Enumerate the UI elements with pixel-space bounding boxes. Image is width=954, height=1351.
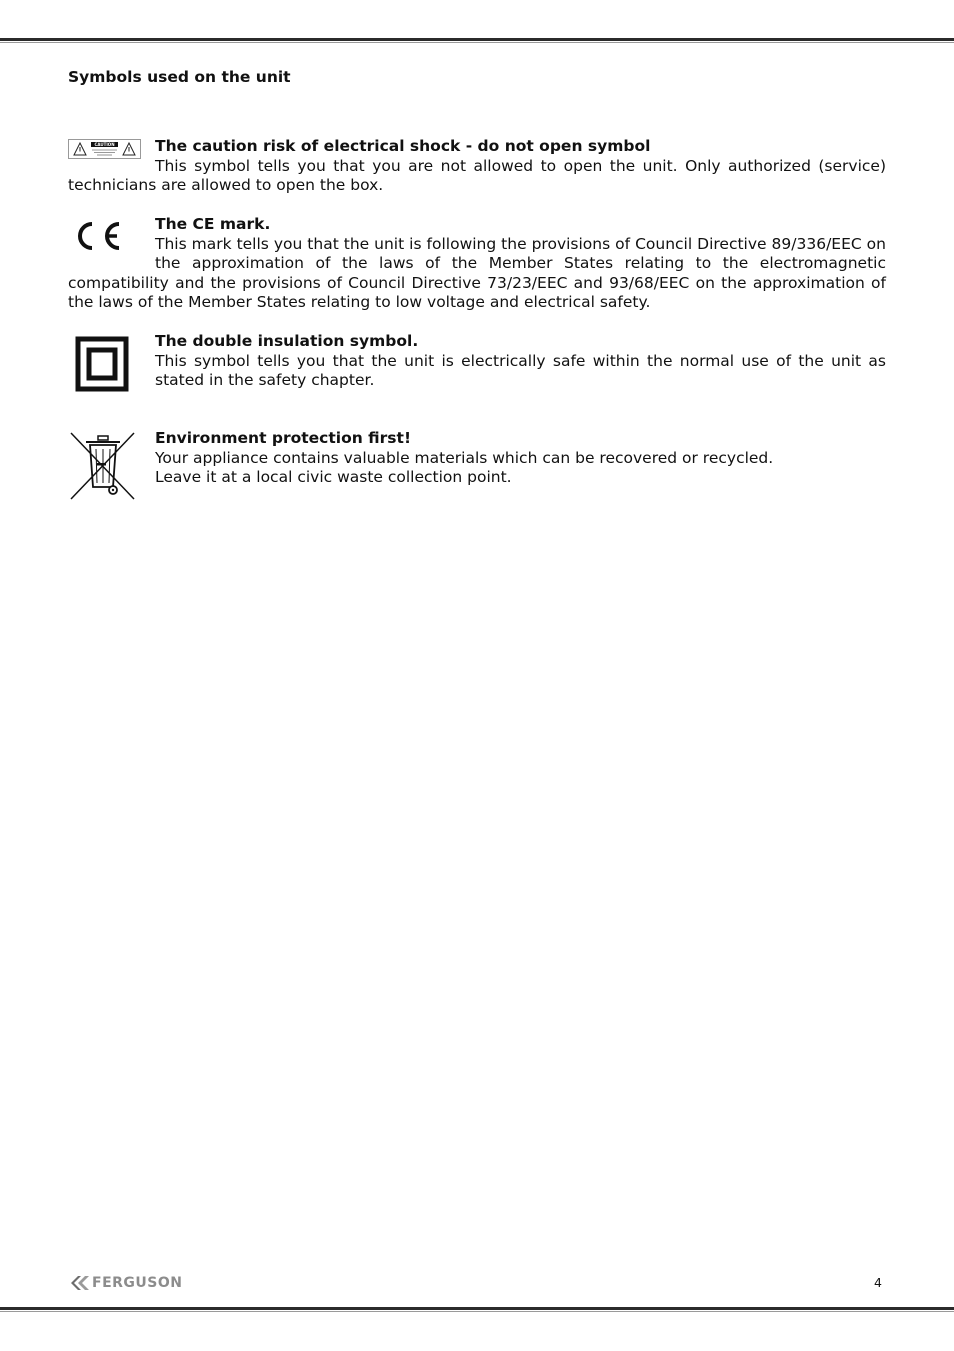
ce-mark-text: This mark tells you that the unit is following the provisions of Council Directive 89/336/EEC on the approximation of the laws of the Member States relating to the electromagnetic compatibility and the provisions of Council Directive 73/23/EEC and 93/68/EEC on the approximation of the laws of the Member States relating to low voltage and electrical safety. xyxy=(68,234,886,311)
brand-name: FERGUSON xyxy=(92,1275,183,1291)
double-insulation-icon xyxy=(68,334,141,394)
caution-label-icon xyxy=(68,139,141,159)
bottom-rule-thin xyxy=(0,1311,954,1312)
ce-mark-block xyxy=(68,215,886,313)
top-rule xyxy=(0,38,954,41)
environment-block xyxy=(68,429,886,503)
ce-mark-icon xyxy=(68,215,141,257)
double-insulation-text: This symbol tells you that the unit is electrically safe within the normal use of the unit as stated in the safety chapter. xyxy=(155,351,886,389)
section-heading: Symbols used on the unit xyxy=(68,68,291,86)
environment-title: Environment protection first! xyxy=(155,429,412,447)
ce-mark-title: The CE mark. xyxy=(155,215,271,233)
double-insulation-title: The double insulation symbol. xyxy=(155,332,419,350)
ferguson-logo-mark-icon xyxy=(70,1275,90,1291)
page-number: 4 xyxy=(874,1275,882,1290)
bottom-rule xyxy=(0,1307,954,1310)
ferguson-logo xyxy=(70,1275,182,1291)
double-insulation-block xyxy=(68,332,886,394)
caution-symbol-title: The caution risk of electrical shock - do not open symbol xyxy=(155,137,651,155)
environment-line-1: Your appliance contains valuable materials which can be recovered or recycled. xyxy=(155,448,774,467)
caution-symbol-text: This symbol tells you that you are not allowed to open the unit. Only authorized (service) technicians are allowed to open the box. xyxy=(68,156,886,194)
top-rule-thin xyxy=(0,42,954,43)
caution-symbol-block xyxy=(68,137,886,196)
svg-text:CAUTION: CAUTION xyxy=(94,142,115,148)
crossed-out-bin-icon xyxy=(68,431,141,503)
environment-line-2: Leave it at a local civic waste collection point. xyxy=(155,468,512,486)
